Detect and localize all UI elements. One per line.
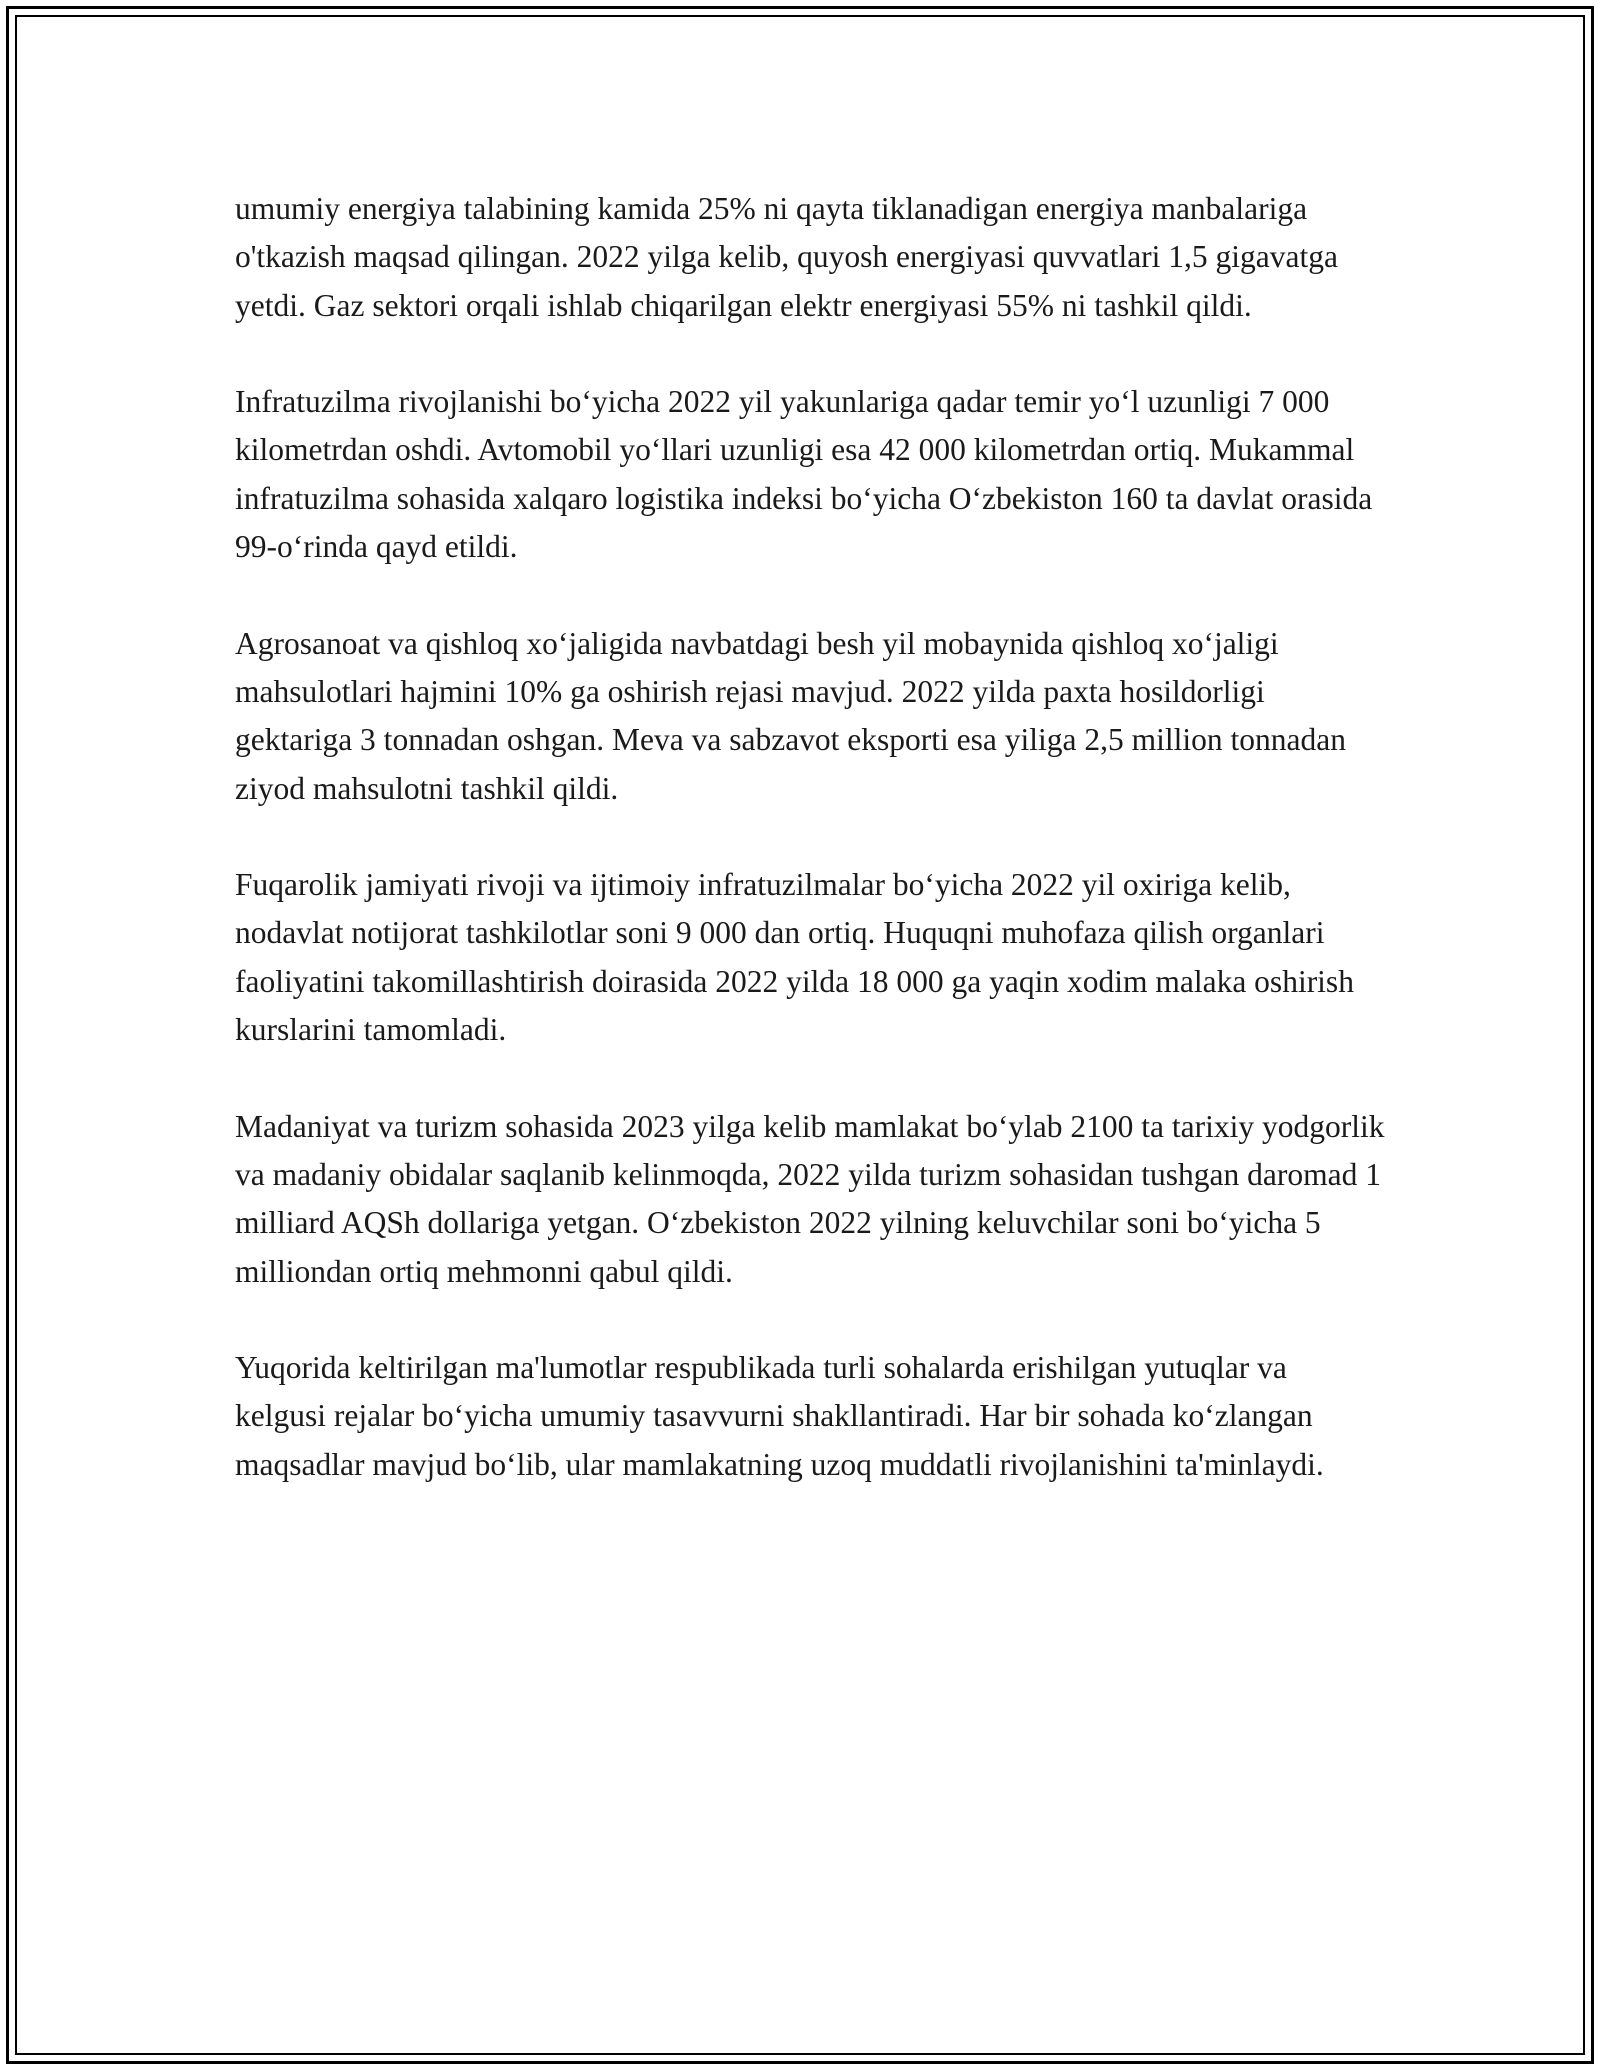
paragraph-infrastructure: Infratuzilma rivojlanishi boʻyicha 2022 yil yakunlariga qadar temir yoʻl uzunligi 7 000 kilometrdan oshdi. Avtomobil yoʻllari uzunligi esa 42 000 kilometrdan ortiq. Mukammal infratuzilma sohasida xalqaro logistika indeksi boʻyicha Oʻzbekiston 160 ta davlat orasida 99-oʻrinda qayd etildi. — [235, 384, 1373, 565]
paragraph-agriculture: Agrosanoat va qishloq xoʻjaligida navbatdagi besh yil mobaynida qishloq xoʻjaligi mahsulotlari hajmini 10% ga oshirish rejasi mavjud. 2022 yilda paxta hosildorligi gektariga 3 tonnadan oshgan. Meva va sabzavot eksporti esa yiliga 2,5 million tonnadan ziyod mahsulotni tashkil qildi. — [235, 625, 1346, 806]
paragraph-conclusion: Yuqorida keltirilgan ma'lumotlar respublikada turli sohalarda erishilgan yutuqlar va kelgusi rejalar boʻyicha umumiy tasavvurni shakllantiradi. Har bir sohada koʻzlangan maqsadlar mavjud boʻlib, ular mamlakatning uzoq muddatli rivojlanishini ta'minlaydi. — [235, 1350, 1324, 1482]
paragraph-energy: umumiy energiya talabining kamida 25% ni qayta tiklanadigan energiya manbalariga o'tkazish maqsad qilingan. 2022 yilga kelib, quyosh energiyasi quvvatlari 1,5 gigavatga yetdi. Gaz sektori orqali ishlab chiqarilgan elektr energiyasi 55% ni tashkil qildi. — [235, 191, 1338, 323]
paragraph-civil-society: Fuqarolik jamiyati rivoji va ijtimoiy infratuzilmalar boʻyicha 2022 yil oxiriga kelib, nodavlat notijorat tashkilotlar soni 9 000 dan ortiq. Huquqni muhofaza qilish organlari faoliyatini takomillashtirish doirasida 2022 yilda 18 000 ga yaqin xodim malaka oshirish kurslarini tamomladi. — [235, 867, 1354, 1048]
paragraph-culture-tourism: Madaniyat va turizm sohasida 2023 yilga kelib mamlakat boʻylab 2100 ta tarixiy yodgorlik va madaniy obidalar saqlanib kelinmoqda, 2022 yilda turizm sohasidan tushgan daromad 1 milliard AQSh dollariga yetgan. Oʻzbekiston 2022 yilning keluvchilar soni boʻyicha 5 milliondan ortiq mehmonni qabul qildi. — [235, 1108, 1385, 1289]
document-body — [235, 185, 1385, 1537]
